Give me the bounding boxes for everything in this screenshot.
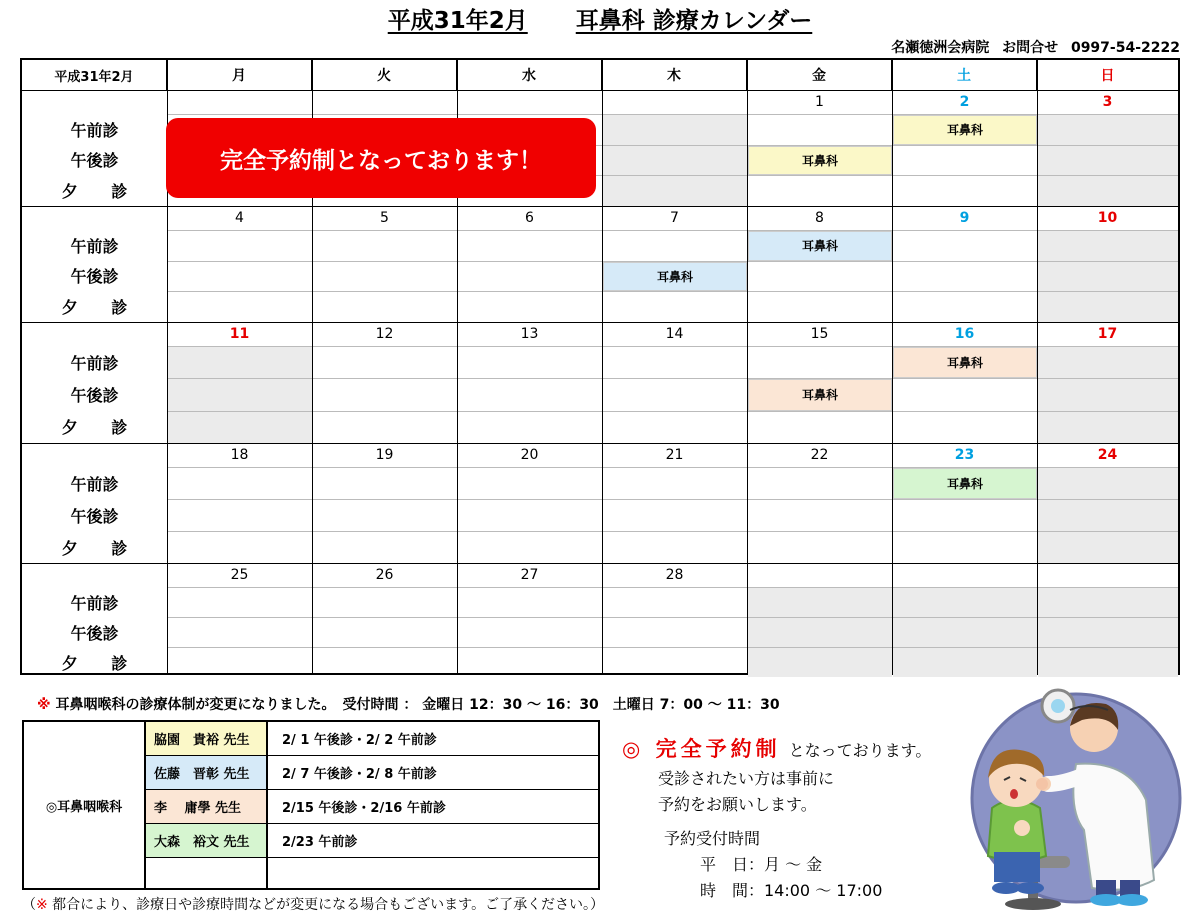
closed-cell	[893, 618, 1037, 647]
slot-divider	[167, 531, 1178, 532]
closed-cell	[1038, 115, 1178, 145]
closed-cell	[748, 618, 892, 647]
title-subject: 耳鼻科 診療カレンダー	[575, 8, 813, 34]
closed-cell	[168, 379, 312, 410]
day-number	[602, 90, 747, 114]
reservation-line-3: 予約をお願いします。	[658, 795, 817, 814]
day-number: 25	[230, 567, 249, 583]
session-label: 夕 診	[61, 653, 142, 673]
session-label: 夕 診	[61, 538, 142, 558]
closed-cell	[168, 347, 312, 378]
closed-cell	[1038, 146, 1178, 176]
clinic-slot-tag: 耳鼻科	[603, 262, 747, 292]
session-label: 午後診	[70, 385, 119, 405]
closed-cell	[1038, 500, 1178, 531]
closed-cell	[1038, 379, 1178, 410]
day-number: 11	[229, 326, 250, 342]
slot-divider	[167, 499, 1178, 500]
day-number: 17	[1097, 326, 1118, 342]
session-label: 午前診	[70, 593, 119, 613]
doctor-row	[146, 824, 600, 858]
closed-cell	[1038, 532, 1178, 563]
closed-cell	[1038, 412, 1178, 443]
date-divider	[167, 587, 1178, 588]
footnote-text: 都合により、診療日や診療時間などが変更になる場合もございます。ご了承ください。）	[47, 897, 605, 913]
session-label: 午前診	[70, 236, 119, 256]
day-number: 14	[665, 326, 684, 342]
doctor-schedule: 2/15 午後診・2/16 午前診	[282, 801, 446, 816]
department-label: ◎耳鼻咽喉科	[24, 722, 146, 888]
reservation-hours-title: 予約受付時間	[664, 829, 761, 848]
day-number: 7	[670, 210, 679, 226]
day-number: 27	[520, 567, 539, 583]
clinic-slot-tag: 耳鼻科	[893, 347, 1037, 378]
closed-cell	[1038, 468, 1178, 499]
session-label: 午前診	[70, 353, 119, 373]
day-number: 26	[375, 567, 394, 583]
slot-divider	[167, 617, 1178, 618]
notice-body: 耳鼻咽喉科の診療体制が変更になりました。 受付時間 ： 金曜日 12：30 ～ 16：30 土曜日 7：00 ～ 11：30	[50, 697, 780, 713]
closed-cell	[1038, 618, 1178, 647]
doctor-name: 李 庸學 先生	[146, 790, 268, 823]
closed-cell	[168, 412, 312, 443]
clinic-slot-tag: 耳鼻科	[748, 231, 892, 261]
day-number	[312, 90, 457, 114]
weekday-header: 土	[892, 60, 1037, 90]
day-number: 28	[665, 567, 684, 583]
doctor-schedule: 2/ 7 午後診・2/ 8 午前診	[282, 767, 437, 782]
day-number: 10	[1097, 210, 1118, 226]
clinic-slot-tag: 耳鼻科	[748, 146, 892, 176]
column-divider	[1037, 60, 1038, 673]
session-label: 午前診	[70, 474, 119, 494]
session-label: 夕 診	[61, 182, 142, 202]
doctor-schedule-table	[22, 720, 600, 890]
session-label: 午後診	[70, 267, 119, 287]
closed-cell	[603, 115, 747, 145]
day-number: 23	[954, 447, 975, 463]
reservation-line-2: 受診されたい方は事前に	[658, 769, 835, 788]
doctor-name: 脇園 貴裕 先生	[146, 722, 268, 755]
week-divider	[22, 322, 1178, 323]
phone-number: 0997-54-2222	[1070, 40, 1180, 56]
day-number	[1037, 563, 1178, 587]
closed-cell	[1038, 588, 1178, 617]
reservation-tail: となっております。	[788, 741, 932, 760]
day-number: 13	[520, 326, 539, 342]
day-number: 20	[520, 447, 539, 463]
weekday-header: 水	[457, 60, 602, 90]
day-number: 19	[375, 447, 394, 463]
session-label: 午後診	[70, 151, 119, 171]
hospital-name: 名瀬徳洲会病院	[891, 40, 990, 56]
day-number: 24	[1097, 447, 1118, 463]
date-divider	[167, 230, 1178, 231]
footnote-mark: ※	[36, 897, 48, 913]
doctor-schedule: 2/23 午前診	[282, 835, 358, 850]
session-label: 夕 診	[61, 418, 142, 438]
day-number: 12	[375, 326, 394, 342]
day-number	[892, 563, 1037, 587]
doctor-row	[146, 756, 600, 790]
notice-text	[37, 694, 780, 714]
clinic-slot-tag: 耳鼻科	[893, 468, 1037, 499]
session-label: 午前診	[70, 120, 119, 140]
calendar-corner-label: 平成31年2月	[22, 60, 167, 90]
weekday-header: 木	[602, 60, 747, 90]
footnote-open: （	[22, 897, 36, 913]
footnote	[22, 894, 604, 914]
closed-cell	[748, 648, 892, 677]
week-divider	[22, 206, 1178, 207]
notice-mark: ※	[37, 697, 51, 713]
doctor-name: 佐藤 晋彰 先生	[146, 756, 268, 789]
closed-cell	[1038, 648, 1178, 677]
reservation-days: 平 日：月 ～ 金	[700, 855, 823, 874]
slot-divider	[167, 411, 1178, 412]
day-number: 2	[959, 94, 970, 110]
closed-cell	[1038, 262, 1178, 292]
weekday-header: 月	[167, 60, 312, 90]
slot-divider	[167, 647, 1178, 648]
day-number: 8	[815, 210, 824, 226]
weekday-header: 金	[747, 60, 892, 90]
reservation-banner: 完全予約制となっております！	[166, 118, 596, 198]
weekday-header: 火	[312, 60, 457, 90]
session-label: 午後診	[70, 623, 119, 643]
doctor-name-empty	[146, 858, 268, 888]
closed-cell	[1038, 231, 1178, 261]
closed-cell	[603, 176, 747, 206]
day-number	[167, 90, 312, 114]
closed-cell	[1038, 347, 1178, 378]
day-number: 16	[954, 326, 975, 342]
closed-cell	[1038, 176, 1178, 206]
day-number: 18	[230, 447, 249, 463]
day-number: 22	[810, 447, 829, 463]
reservation-time: 時 間：14:00 ～ 17:00	[700, 881, 883, 900]
day-number: 3	[1102, 94, 1113, 110]
closed-cell	[748, 588, 892, 617]
slot-divider	[167, 291, 1178, 292]
doctor-name: 大森 裕文 先生	[146, 824, 268, 857]
day-number: 1	[815, 94, 824, 110]
day-number	[747, 563, 892, 587]
day-number: 15	[810, 326, 829, 342]
day-number	[457, 90, 602, 114]
day-number: 21	[665, 447, 684, 463]
column-divider	[602, 60, 603, 673]
closed-cell	[893, 648, 1037, 677]
session-label: 夕 診	[61, 298, 142, 318]
weekday-header: 日	[1100, 68, 1115, 84]
reservation-headline	[622, 733, 931, 763]
reservation-mark: ◎ 完全予約制	[622, 737, 781, 761]
doctor-row-empty	[146, 858, 600, 888]
doctor-schedule: 2/ 1 午後診・2/ 2 午前診	[282, 733, 437, 748]
day-number: 5	[380, 210, 389, 226]
doctor-examining-child-illustration	[958, 680, 1188, 912]
day-number: 6	[525, 210, 534, 226]
closed-cell	[1038, 292, 1178, 322]
closed-cell	[603, 146, 747, 176]
clinic-slot-tag: 耳鼻科	[748, 379, 892, 410]
day-number: 4	[235, 210, 244, 226]
contact-label: お問合せ	[1002, 40, 1059, 56]
title-month: 平成31年2月	[387, 8, 528, 34]
doctor-row	[146, 790, 600, 824]
week-divider	[22, 443, 1178, 444]
session-label: 午後診	[70, 506, 119, 526]
clinic-slot-tag: 耳鼻科	[893, 115, 1037, 145]
contact-info	[891, 37, 1180, 57]
closed-cell	[893, 588, 1037, 617]
slot-divider	[167, 378, 1178, 379]
doctor-row	[146, 722, 600, 756]
page-title	[0, 2, 1200, 35]
week-divider	[22, 563, 1178, 564]
day-number: 9	[959, 210, 970, 226]
